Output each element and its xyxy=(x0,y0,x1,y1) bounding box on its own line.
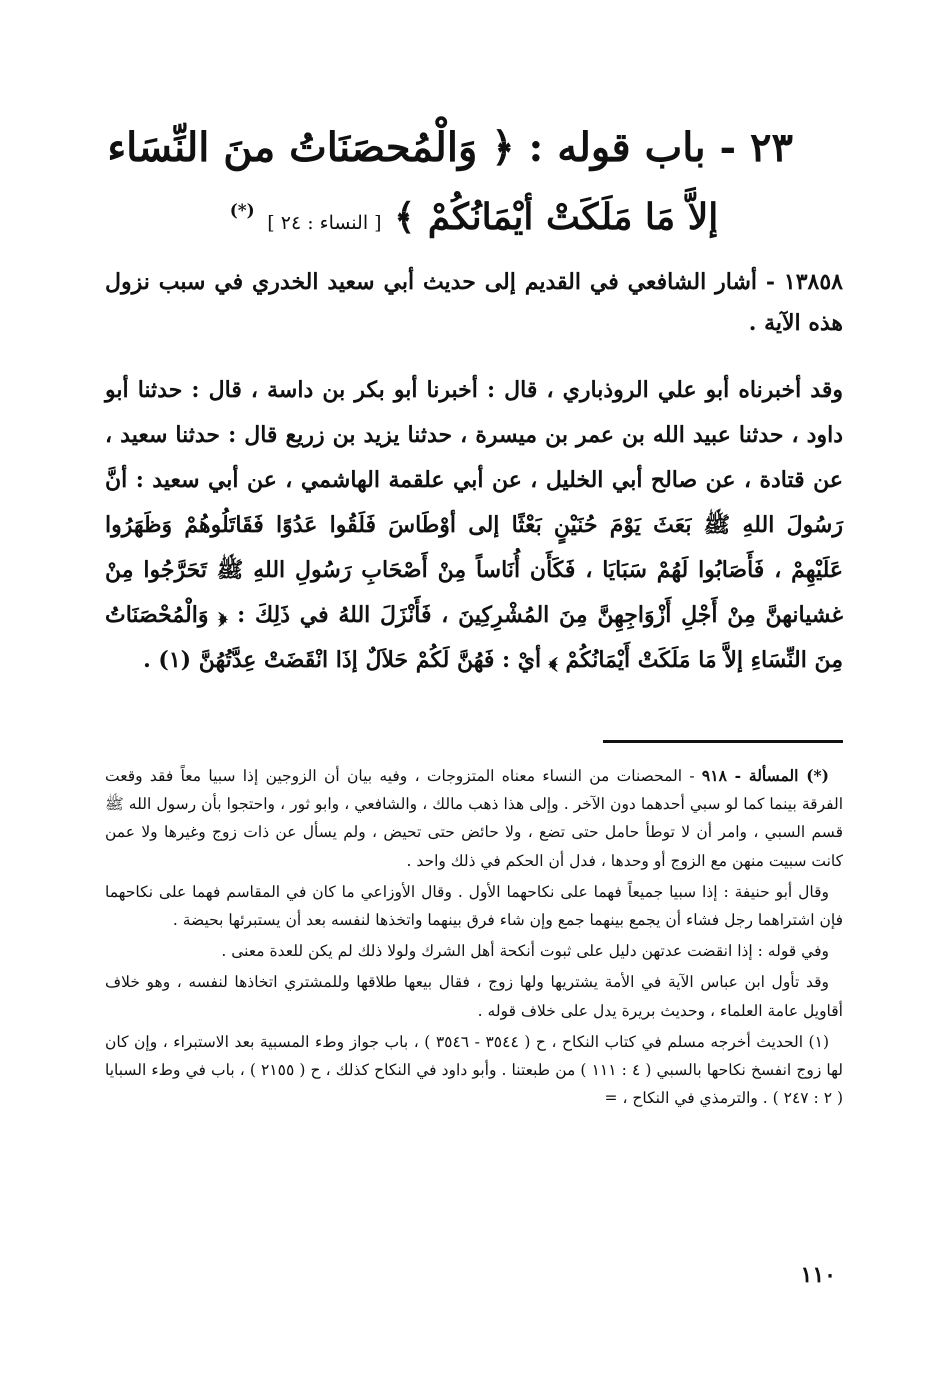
masala-label: (*) المسألة - ٩١٨ xyxy=(701,766,829,785)
chapter-heading xyxy=(105,118,843,250)
note-marker: (*) xyxy=(229,201,255,221)
intro-paragraph: ١٣٨٥٨ - أشار الشافعي في القديم إلى حديث أبي سعيد الخدري في سبب نزول هذه الآية . xyxy=(105,269,843,336)
verse-reference: [ النساء : ٢٤ ] xyxy=(267,212,382,234)
footnote-separator xyxy=(603,740,843,743)
footnote-para-idda: وفي قوله : إذا انقضت عدتهن دليل على ثبوت أنكحة أهل الشرك ولولا ذلك لم يكن للعدة معنى . xyxy=(221,942,829,961)
chapter-title-line2 xyxy=(105,184,843,250)
page-number: ١١٠ xyxy=(800,1262,836,1288)
footnotes-section xyxy=(105,762,843,1115)
footnote-para-ibn-abbas: وقد تأول ابن عباس الآية في الأمة يشتريها ولها زوج ، فقال بيعها طلاقها وللمشتري اتخاذها لنفسه ، وهو خلاف أقاويل عامة العلماء ، وحديث بريرة يدل على خلاف قوله . xyxy=(105,973,843,1020)
hadith-paragraph: وقد أخبرناه أبو علي الروذباري ، قال : أخبرنا أبو بكر بن داسة ، قال : حدثنا أبو داود ، حدثنا عبيد الله بن عمر بن ميسرة ، حدثنا يزيد بن زريع قال : حدثنا سعيد ، عن قتادة ، عن صالح أبي الخليل ، عن أبي علقمة الهاشمي ، عن أبي سعيد : أنَّ رَسُولَ اللهِ ﷺ بَعَثَ يَوْمَ حُنَيْنٍ بَعْثًا إلى أوْطَاسَ فَلَقُوا عَدُوًا فَقَاتَلُوهُمْ وَظَهَرُوا عَلَيْهِمْ ، فَأَصَابُوا لَهُمْ سَبَايَا ، فَكَأَن أُنَاساً مِنْ أَصْحَابِ رَسُولِ اللهِ ﷺ تَحَرَّجُوا مِنْ غشيانهنَّ مِنْ أَجْلِ أَزْوَاجِهِنَّ مِنَ المُشْرِكِينَ ، فَأَنْزَلَ اللهُ في ذَلِكَ : ﴿ وَالْمُحْصَنَاتُ مِنَ النِّسَاءِ إلاَّ مَا مَلَكَتْ أَيْمَانُكُمْ ﴾ أيْ : فَهُنَّ لَكُمْ حَلاَلٌ إذَا انْقَضَتْ عِدَّتُهُنَّ (١) . xyxy=(105,377,843,673)
footnote-para-hanifa: وقال أبو حنيفة : إذا سبيا جميعاً فهما على نكاحهما الأول . وقال الأوزاعي ما كان في المقاسم فهما على نكاحهما فإن اشتراهما رجل فشاء أن يجمع بينهما جمع وإن شاء فرق بينهما واتخذها لنفسه بعد أن يستبرئها بحيضة . xyxy=(105,882,843,930)
footnote-source: (١) الحديث أخرجه مسلم في كتاب النكاح ، ح ( ٣٥٤٤ - ٣٥٤٦ ) ، باب جواز وطء المسبية بعد الاستبراء ، وإن كان لها زوج انفسخ نكاحها بالسبي ( ٤ : ١١١ ) من طبعتنا . وأبو داود في النكاح كذلك ، ح ( ٢١٥٥ ) ، باب في وطء السبايا ( ٢ : ٢٤٧ ) . والترمذي في النكاح ، = xyxy=(105,1032,843,1108)
chapter-title-verse: إلاَّ مَا مَلَكَتْ أيْمَانُكُمْ ﴾ xyxy=(394,196,719,238)
chapter-title-line1: ٢٣ - باب قوله : ﴿ وَالْمُحصَنَاتُ منَ النِّسَاء xyxy=(107,124,793,171)
footnote-masala xyxy=(105,762,843,875)
masala-text: - المحصنات من النساء معناه المتزوجات ، وفيه بيان أن الزوجين إذا سبيا معاً فقد وقعت الفرقة بينما كما لو سبي أحدهما دون الآخر . وإلى هذا ذهب مالك ، والشافعي ، وابو ثور ، واحتجوا بأن رسول الله ﷺ قسم السبي ، وامر أن لا توطأ حامل حتى تضع ، ولا حائض حتى تحيض ، ولم يسأل عن ذات زوج وغيرها ولا عمن كانت سبيت منهن مع الزوج أو وحدها ، فدل أن الحكم في ذلك واحد . xyxy=(105,767,843,870)
